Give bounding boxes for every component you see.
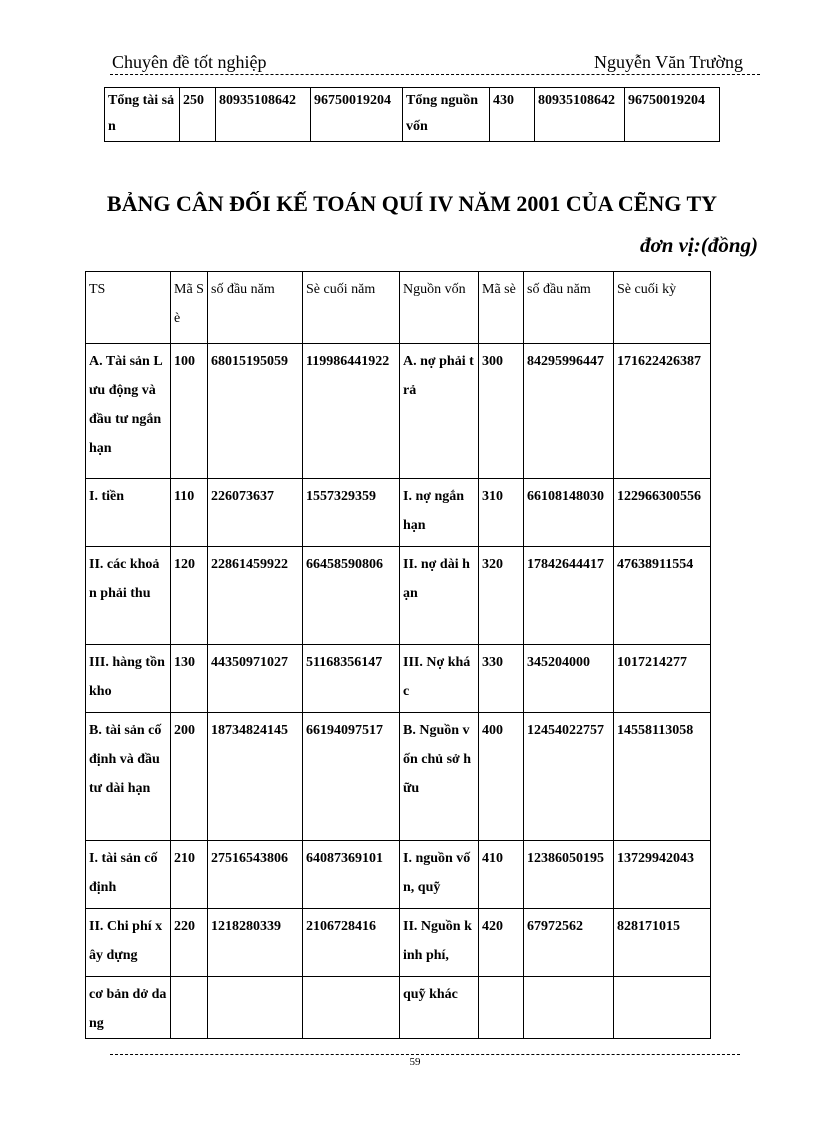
table-cell: 13729942043 [614, 841, 711, 909]
table-cell: 430 [490, 88, 535, 142]
table-cell: Tổng nguồn vốn [403, 88, 490, 142]
table-cell: 119986441922 [303, 344, 400, 479]
table-cell: 130 [171, 645, 208, 713]
table-cell: 226073637 [208, 479, 303, 547]
table-row [105, 88, 720, 142]
column-header: Mã Sè [171, 272, 208, 344]
table-cell: II. Nguồn kinh phí, [400, 909, 479, 977]
top-summary-table [104, 87, 720, 142]
table-cell: 345204000 [524, 645, 614, 713]
table-header-row [86, 272, 711, 344]
table-cell: 122966300556 [614, 479, 711, 547]
table-cell: 66194097517 [303, 713, 400, 841]
table-cell: 210 [171, 841, 208, 909]
table-cell: 47638911554 [614, 547, 711, 645]
table-cell [208, 977, 303, 1039]
table-cell: 200 [171, 713, 208, 841]
column-header: Sè cuối kỳ [614, 272, 711, 344]
table-cell: 120 [171, 547, 208, 645]
column-header: TS [86, 272, 171, 344]
table-row [86, 547, 711, 645]
table-cell: 66458590806 [303, 547, 400, 645]
table-cell: 220 [171, 909, 208, 977]
table-cell: 1557329359 [303, 479, 400, 547]
table-cell: 2106728416 [303, 909, 400, 977]
table-cell: B. Nguồn vốn chủ sở hữu [400, 713, 479, 841]
header-left-text: Chuyên đề tốt nghiệp [112, 52, 267, 72]
table-cell: 250 [180, 88, 216, 142]
table-cell: 310 [479, 479, 524, 547]
balance-sheet-table [85, 271, 711, 1039]
table-cell: 18734824145 [208, 713, 303, 841]
header-divider [110, 74, 760, 75]
table-cell: 80935108642 [216, 88, 311, 142]
table-cell: II. Chi phí xây dựng [86, 909, 171, 977]
table-cell: 22861459922 [208, 547, 303, 645]
table-cell: 1017214277 [614, 645, 711, 713]
table-row [86, 344, 711, 479]
table-row [86, 479, 711, 547]
table-cell: 330 [479, 645, 524, 713]
table-cell: 410 [479, 841, 524, 909]
table-cell: 300 [479, 344, 524, 479]
table-cell: 1218280339 [208, 909, 303, 977]
table-cell [614, 977, 711, 1039]
table-cell: 110 [171, 479, 208, 547]
page-number: 59 [409, 1056, 421, 1068]
table-cell [479, 977, 524, 1039]
table-row [86, 645, 711, 713]
table-cell: I. nguồn vốn, quỹ [400, 841, 479, 909]
table-cell: 828171015 [614, 909, 711, 977]
table-cell [303, 977, 400, 1039]
table-cell: 96750019204 [625, 88, 720, 142]
table-row [86, 713, 711, 841]
table-row [86, 909, 711, 977]
table-cell: 51168356147 [303, 645, 400, 713]
table-cell [171, 977, 208, 1039]
table-row [86, 977, 711, 1039]
table-cell: cơ bản dở dang [86, 977, 171, 1039]
table-cell: Tổng tài sản [105, 88, 180, 142]
table-cell: 12386050195 [524, 841, 614, 909]
table-cell: 12454022757 [524, 713, 614, 841]
table-cell: A. nợ phải trả [400, 344, 479, 479]
table-cell: 84295996447 [524, 344, 614, 479]
table-cell: quỹ khác [400, 977, 479, 1039]
column-header: Sè cuối năm [303, 272, 400, 344]
table-cell: I. nợ ngắn hạn [400, 479, 479, 547]
table-cell: III. Nợ khác [400, 645, 479, 713]
header-right-text: Nguyễn Văn Trường [594, 52, 743, 72]
page-header [110, 50, 760, 76]
table-cell: I. tiền [86, 479, 171, 547]
footer-divider [110, 1054, 740, 1055]
table-cell: II. nợ dài hạn [400, 547, 479, 645]
table-cell: B. tài sản cố định và đầu tư dài hạn [86, 713, 171, 841]
table-cell: 66108148030 [524, 479, 614, 547]
table-cell: 400 [479, 713, 524, 841]
table-cell: 420 [479, 909, 524, 977]
table-cell: III. hàng tồn kho [86, 645, 171, 713]
table-cell: 44350971027 [208, 645, 303, 713]
table-cell: 68015195059 [208, 344, 303, 479]
table-cell: 96750019204 [311, 88, 403, 142]
unit-label: đơn vị:(đồng) [639, 233, 758, 257]
column-header: số đầu năm [208, 272, 303, 344]
table-cell [524, 977, 614, 1039]
table-cell: A. Tài sản Lưu động và đầu tư ngắn hạn [86, 344, 171, 479]
column-header: số đầu năm [524, 272, 614, 344]
table-cell: 64087369101 [303, 841, 400, 909]
column-header: Mã sè [479, 272, 524, 344]
table-cell: II. các khoản phải thu [86, 547, 171, 645]
table-cell: 320 [479, 547, 524, 645]
table-cell: 67972562 [524, 909, 614, 977]
column-header: Nguồn vốn [400, 272, 479, 344]
table-cell: 80935108642 [535, 88, 625, 142]
table-cell: 171622426387 [614, 344, 711, 479]
table-cell: 17842644417 [524, 547, 614, 645]
table-cell: 14558113058 [614, 713, 711, 841]
table-cell: 100 [171, 344, 208, 479]
table-cell: I. tài sản cố định [86, 841, 171, 909]
table-row [86, 841, 711, 909]
table-cell: 27516543806 [208, 841, 303, 909]
page-title: BẢNG CÂN ĐỐI KẾ TOÁN QUÍ IV NĂM 2001 CỦA CẼNG TY [106, 191, 718, 216]
